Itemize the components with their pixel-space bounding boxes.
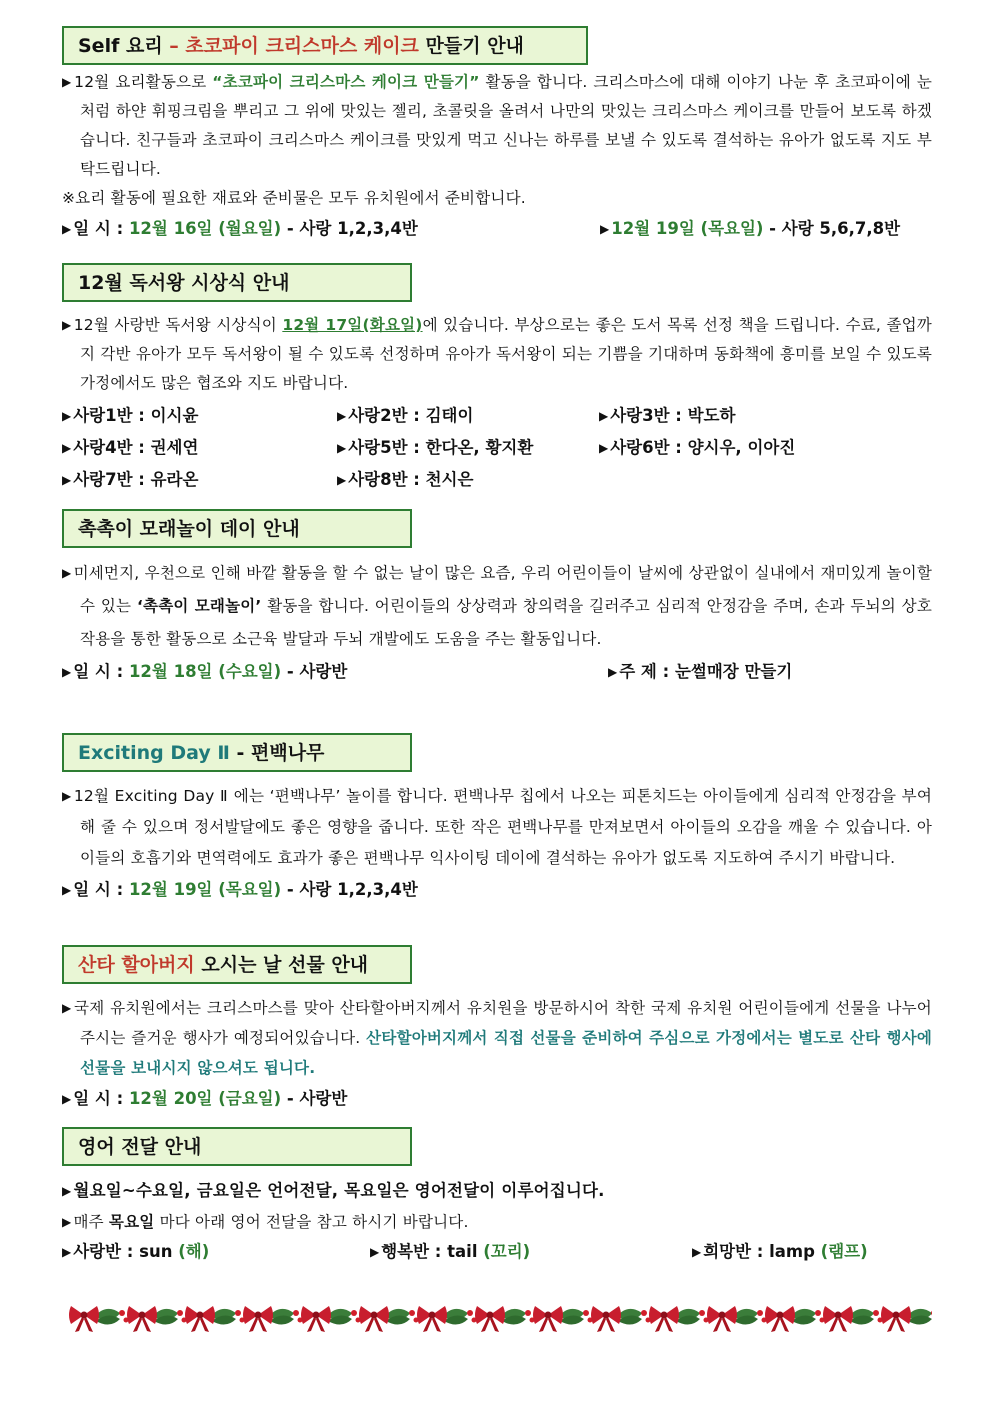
text: 월요일~수요일, 금요일은 언어전달, 목요일은 영어전달이 이루어집니다. [73,1181,605,1200]
bow-knot [197,1312,204,1319]
section-santa [62,945,932,1115]
berry-dot [699,1310,705,1316]
classes: - 사랑 5,6,7,8반 [763,219,901,238]
date: 12월 18일 (수요일) [128,662,282,681]
section-body [62,311,932,398]
english-word-item [370,1238,692,1266]
text: 미세먼지, 우천으로 인해 바깥 활동을 할 수 없는 날이 많은 요즘, 우리 어린이들이 날씨에 상관없이 실내에서 재미있게 놀이할 수 있는 [73,564,932,615]
text: 마다 아래 영어 전달을 참고 하시기 바랍니다. [154,1213,469,1231]
text: 에 있습니다. 부상으로는 좋은 도서 목록 선정 책을 드립니다. 수료, 졸업까지 각반 유아가 모두 독서왕이 될 수 있도록 선정하며 유아가 독서왕이 되는 기쁨을 기대하며 동화책에 흥미를 보일 수 있도록 가정에서도 많은 협조와 지도 바랍니다. [80,316,932,392]
section-title [62,26,588,65]
schedule-row [62,1083,932,1115]
classes: - 사랑반 [281,1089,348,1108]
winner-row [62,464,932,496]
bow-knot [371,1312,378,1319]
bow-knot [545,1312,552,1319]
section-sand-play [62,509,932,688]
section-reading-award [62,263,932,496]
section-body [62,68,932,213]
schedule-item [62,1083,347,1115]
korean-meaning: (해) [172,1242,210,1261]
arrow-icon: ▶ [62,409,72,423]
section-exciting-day [62,733,932,906]
text: 매주 [73,1213,109,1231]
winner-text: 사랑4반 : 권세연 [73,438,199,457]
bow-knot [719,1312,726,1319]
english-words-row [62,1238,932,1266]
english-word-item [692,1238,868,1266]
arrow-icon: ▶ [608,665,618,679]
winner-text: 사랑6반 : 양시우, 이아진 [610,438,796,457]
title-dash: – [162,35,186,57]
label: 일 시 : [73,1089,129,1108]
title-highlight: 초코파이 크리스마스 케이크 [185,35,419,57]
date: 12월 19일 (목요일) [128,880,282,899]
berry-dot [467,1310,473,1316]
winner-item [337,464,599,496]
section-body [62,781,932,874]
korean-meaning: (램프) [814,1242,868,1261]
schedule-item [62,874,418,906]
english-word: tail [447,1242,478,1261]
section-body [62,1175,932,1238]
title-part: Self 요리 [78,35,163,57]
title-highlight: Exciting Day Ⅱ [78,742,230,764]
text: 12월 사랑반 독서왕 시상식이 [73,316,283,334]
arrow-icon: ▶ [62,883,72,897]
berry-dot [409,1310,415,1316]
section-cooking [62,26,932,245]
section-title: 12월 독서왕 시상식 안내 [62,263,412,302]
section-title [62,945,412,984]
arrow-icon: ▶ [62,1215,72,1229]
berry-dot [525,1310,531,1316]
arrow-icon: ▶ [599,409,609,423]
line [62,1175,932,1207]
paragraph [62,781,932,874]
section-title: 촉촉이 모래놀이 데이 안내 [62,509,412,548]
winner-list [62,400,932,496]
bow-knot [255,1312,262,1319]
winner-text: 사랑7반 : 유라온 [73,470,199,489]
winner-item [337,400,599,432]
classes: - 사랑 1,2,3,4반 [281,880,418,899]
highlight-date: 12월 17일(화요일) [282,316,423,334]
paragraph [62,68,932,184]
class-label: 사랑반 : [73,1242,140,1261]
title-part: 오시는 날 선물 안내 [194,954,369,976]
winner-row [62,400,932,432]
highlight-text: ‘촉촉이 모래놀이’ [136,597,262,615]
winner-text: 사랑3반 : 박도하 [610,406,736,425]
classes: - 사랑반 [281,662,348,681]
schedule-row [62,213,932,245]
arrow-icon: ▶ [62,473,72,487]
schedule-item [600,213,900,245]
berry-dot [931,1310,932,1316]
arrow-icon: ▶ [62,318,72,332]
arrow-icon: ▶ [62,789,72,803]
korean-meaning: (꼬리) [477,1242,531,1261]
date: 12월 16일 (월요일) [128,219,282,238]
text: 활동을 합니다. 크리스마스에 대해 이야기 나눈 후 초코파이에 눈처럼 하얀 휘핑크림을 뿌리고 그 위에 맛있는 젤리, 초콜릿을 올려서 나만의 맛있는 크리스마스 케이크를 만들어 보도록 하겠습니다. 친구들과 초코파이 크리스마스 케이크를 맛있게 먹고 신나는 하루를 보낼 수 있도록 결석하는 유아가 없도록 지도 부탁드립니다. [80,73,932,178]
berry-dot [757,1310,763,1316]
arrow-icon: ▶ [62,441,72,455]
text: 국제 유치원에서는 크리스마스를 맞아 산타할아버지께서 유치원을 방문하시어 착한 국제 유치원 어린이들에게 선물을 나누어 주시는 즐거운 행사가 예정되어있습니다. [74,999,932,1047]
title-part: - 편백나무 [229,742,325,764]
text: 활동을 합니다. 어린이들의 상상력과 창의력을 길러주고 심리적 안정감을 주며, 손과 두뇌의 상호작용을 통한 활동으로 소근육 발달과 두뇌 개발에도 도움을 주는 활동입니다. [80,597,933,648]
note: ※요리 활동에 필요한 재료와 준비물은 모두 유치원에서 준비합니다. [62,189,526,207]
bow-knot [893,1312,900,1319]
bow-knot [139,1312,146,1319]
section-body [62,993,932,1083]
english-word: sun [139,1242,173,1261]
christmas-garland-decoration [62,1293,932,1337]
arrow-icon: ▶ [600,222,610,236]
winner-item [599,432,795,464]
class-label: 행복반 : [381,1242,448,1261]
berry-dot [293,1310,299,1316]
winner-text: 사랑1반 : 이시윤 [73,406,199,425]
paragraph [62,557,932,656]
winner-row [62,432,932,464]
bow-knot [313,1312,320,1319]
arrow-icon: ▶ [62,75,73,89]
schedule-row [62,874,932,906]
bow-knot [835,1312,842,1319]
class-label: 희망반 : [703,1242,770,1261]
paragraph [62,993,932,1083]
berry-dot [873,1310,879,1316]
berry-dot [583,1310,589,1316]
bow-knot [661,1312,668,1319]
arrow-icon: ▶ [62,1001,73,1015]
arrow-icon: ▶ [62,222,72,236]
winner-item [599,400,735,432]
label: 주 제 : [619,662,675,681]
winner-text: 사랑2반 : 김태이 [348,406,474,425]
winner-text: 사랑5반 : 한다온, 황지환 [348,438,534,457]
label: 일 시 : [73,880,129,899]
berry-dot [815,1310,821,1316]
english-word: lamp [769,1242,815,1261]
text: 12월 Exciting Day Ⅱ 에는 ‘편백나무’ 놀이를 합니다. 편백나무 칩에서 나오는 피톤치드는 아이들에게 심리적 안정감을 부여해 줄 수 있으며 정서발달에도 좋은 영향을 줍니다. 또한 작은 편백나무를 만져보면서 아이들의 오감을 깨울 수 있습니다. 아이들의 호흡기와 면역력에도 효과가 좋은 편백나무 익사이팅 데이에 결석하는 유아가 없도록 지도하여 주시기 바랍니다. [73,787,932,867]
bow-knot [429,1312,436,1319]
arrow-icon: ▶ [62,1184,72,1198]
section-title: 영어 전달 안내 [62,1127,412,1166]
schedule-item [62,656,608,688]
arrow-icon: ▶ [62,665,72,679]
arrow-icon: ▶ [599,441,609,455]
paragraph [62,311,932,398]
winner-item [62,464,337,496]
bow-knot [603,1312,610,1319]
bold-text: 목요일 [108,1213,155,1231]
label: 일 시 : [73,662,129,681]
date: 12월 20일 (금요일) [128,1089,282,1108]
winner-item [337,432,599,464]
arrow-icon: ▶ [62,1245,72,1259]
theme: 눈썰매장 만들기 [674,662,793,681]
arrow-icon: ▶ [337,409,347,423]
bow-knot [777,1312,784,1319]
berry-dot [119,1310,125,1316]
schedule-row [62,656,932,688]
berry-dot [177,1310,183,1316]
arrow-icon: ▶ [62,1092,72,1106]
bow-knot [487,1312,494,1319]
text: 12월 요리활동으로 [74,73,213,91]
arrow-icon: ▶ [370,1245,380,1259]
arrow-icon: ▶ [62,566,72,580]
title-highlight: 산타 할아버지 [78,954,195,976]
highlight-text: “초코파이 크리스마스 케이크 만들기” [212,73,480,91]
section-title [62,733,412,772]
berry-dot [235,1310,241,1316]
winner-item [62,400,337,432]
line [62,1207,932,1238]
berry-dot [351,1310,357,1316]
date: 12월 19일 (목요일) [611,219,764,238]
highlight-text: 산타할아버지께서 직접 선물을 준비하여 주심으로 가정에서는 별도로 산타 행사에 선물을 보내시지 않으셔도 됩니다. [80,1029,933,1077]
arrow-icon: ▶ [337,473,347,487]
section-body [62,557,932,656]
arrow-icon: ▶ [337,441,347,455]
bow-knot [81,1312,88,1319]
winner-text: 사랑8반 : 천시은 [348,470,474,489]
english-word-item [62,1238,370,1266]
arrow-icon: ▶ [692,1245,702,1259]
berry-dot [641,1310,647,1316]
classes: - 사랑 1,2,3,4반 [281,219,418,238]
label: 일 시 : [73,219,129,238]
schedule-item [62,213,600,245]
theme-item [608,656,792,688]
winner-item [62,432,337,464]
section-english [62,1127,932,1266]
title-part: 만들기 안내 [418,35,524,57]
